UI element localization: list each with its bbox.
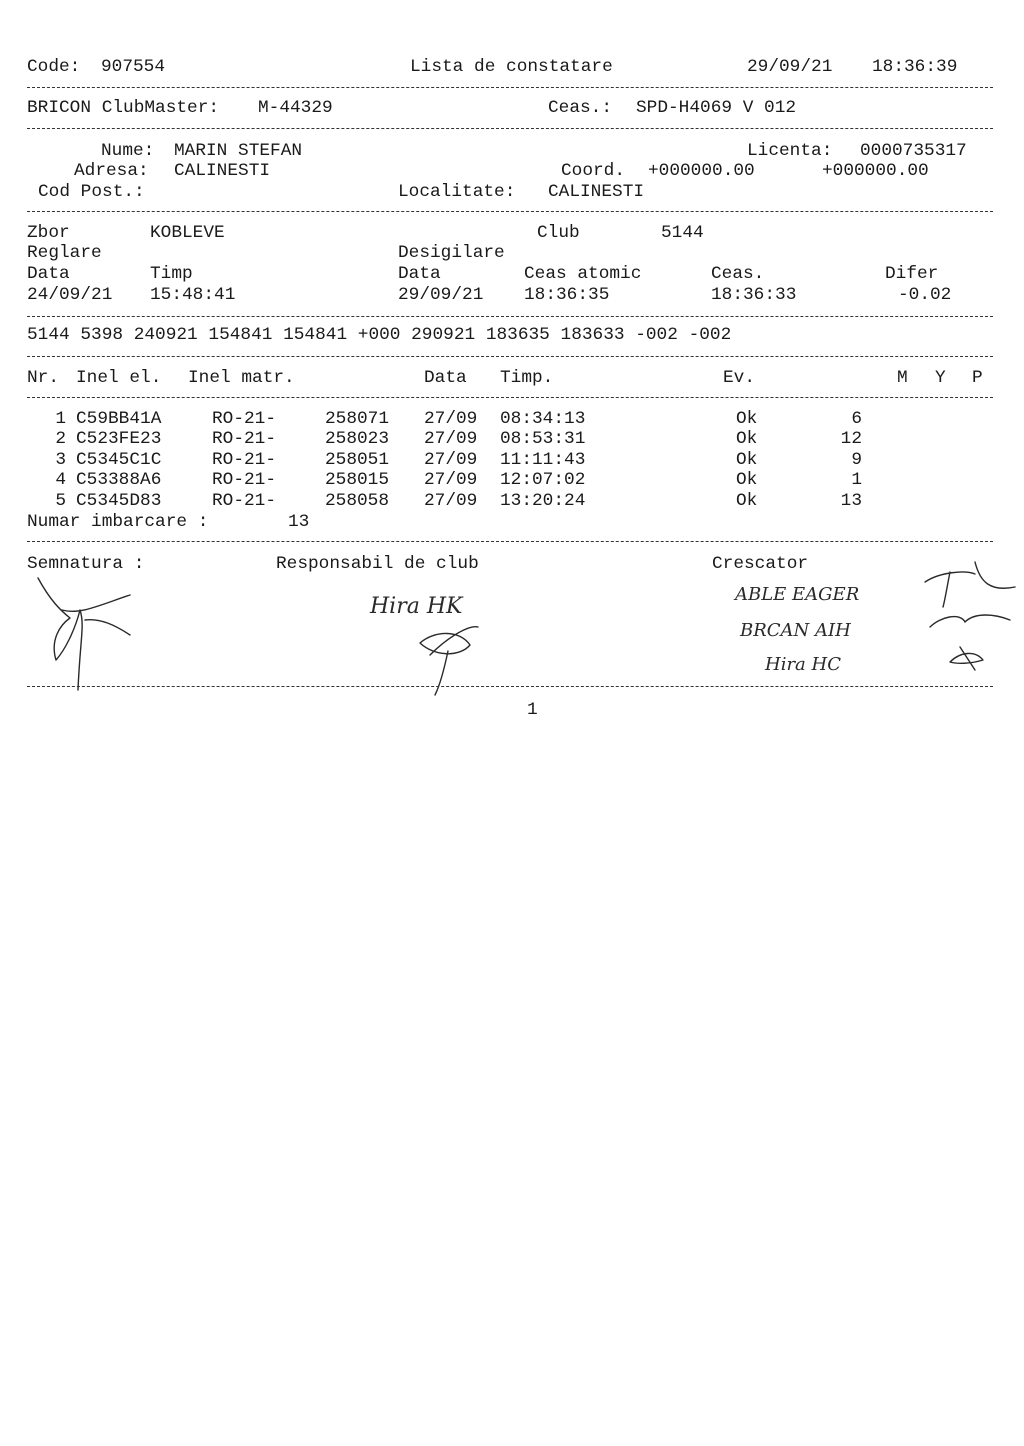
row-ev: Ok — [736, 470, 758, 490]
row-inel-el: C53388A6 — [76, 470, 162, 490]
address-value: CALINESTI — [174, 161, 271, 181]
clock-time-label: Ceas. — [711, 264, 765, 284]
desigilare-label: Desigilare — [398, 243, 505, 263]
separator-line — [27, 316, 993, 317]
clock-time: 18:36:33 — [711, 285, 797, 305]
club-responsible-label: Responsabil de club — [276, 554, 479, 574]
col-header-ev: Ev. — [723, 368, 756, 388]
col-header-p: P — [972, 368, 983, 388]
desig-date: 29/09/21 — [398, 285, 484, 305]
reglare-data-label: Data — [27, 264, 70, 284]
page-number: 1 — [527, 700, 538, 720]
coord-value-1: +000000.00 — [648, 161, 755, 181]
row-position: 13 — [840, 491, 862, 511]
svg-text:Hira HK: Hira HK — [370, 594, 463, 619]
separator-line — [27, 686, 993, 687]
clubmaster-value: M-44329 — [258, 98, 333, 118]
zbor-value: KOBLEVE — [150, 223, 225, 243]
col-header-inel-matr: Inel matr. — [188, 368, 295, 388]
col-header-m: M — [897, 368, 908, 388]
coord-label: Coord. — [561, 161, 626, 181]
row-nr: 2 — [55, 429, 66, 449]
clock-code-line: 5144 5398 240921 154841 154841 +000 290921 183635 183633 -002 -002 — [27, 325, 732, 345]
row-inel-matr: 258051 — [325, 450, 390, 470]
col-header-data: Data — [424, 368, 467, 388]
separator-line — [27, 397, 993, 398]
atomic-time: 18:36:35 — [524, 285, 610, 305]
club-handwritten-signature — [360, 585, 530, 695]
row-date: 27/09 — [424, 429, 478, 449]
license-value: 0000735317 — [860, 141, 967, 161]
row-ev: Ok — [736, 491, 758, 511]
row-time: 08:53:31 — [500, 429, 586, 449]
separator-line — [27, 87, 993, 88]
row-inel-el: C523FE23 — [76, 429, 162, 449]
name-label: Nume: — [101, 141, 155, 161]
code-label: Code: — [27, 57, 81, 77]
zbor-label: Zbor — [27, 223, 70, 243]
separator-line — [27, 211, 993, 212]
svg-text:Hira HC: Hira HC — [765, 654, 841, 675]
code-value: 907554 — [101, 57, 166, 77]
row-time: 11:11:43 — [500, 450, 586, 470]
row-nr: 3 — [55, 450, 66, 470]
row-position: 12 — [840, 429, 862, 449]
row-nr: 5 — [55, 491, 66, 511]
row-ring-prefix: RO-21- — [212, 450, 277, 470]
row-ring-prefix: RO-21- — [212, 491, 277, 511]
header-date: 29/09/21 — [747, 57, 833, 77]
row-ev: Ok — [736, 409, 758, 429]
col-header-y: Y — [935, 368, 946, 388]
locality-label: Localitate: — [398, 182, 516, 202]
clubmaster-label: BRICON ClubMaster: — [27, 98, 220, 118]
club-value: 5144 — [661, 223, 704, 243]
postcode-label: Cod Post.: — [38, 182, 145, 202]
coord-value-2: +000000.00 — [822, 161, 929, 181]
reglare-time-label: Timp — [150, 264, 193, 284]
clock-value: SPD-H4069 V 012 — [636, 98, 797, 118]
license-label: Licenta: — [747, 141, 833, 161]
owner-name: MARIN STEFAN — [174, 141, 303, 161]
row-ring-prefix: RO-21- — [212, 429, 277, 449]
difference-value: -0.02 — [898, 285, 952, 305]
boarding-label: Numar imbarcare : — [27, 512, 209, 532]
atomic-clock-label: Ceas atomic — [524, 264, 642, 284]
header-time: 18:36:39 — [872, 57, 958, 77]
row-time: 08:34:13 — [500, 409, 586, 429]
separator-line — [27, 356, 993, 357]
document-title: Lista de constatare — [410, 57, 613, 77]
row-nr: 4 — [55, 470, 66, 490]
signature-scribble — [30, 570, 150, 700]
row-position: 6 — [851, 409, 862, 429]
row-date: 27/09 — [424, 491, 478, 511]
row-date: 27/09 — [424, 409, 478, 429]
row-position: 9 — [851, 450, 862, 470]
row-inel-matr: 258015 — [325, 470, 390, 490]
breeder-label: Crescator — [712, 554, 809, 574]
row-ring-prefix: RO-21- — [212, 409, 277, 429]
row-inel-matr: 258071 — [325, 409, 390, 429]
row-inel-matr: 258058 — [325, 491, 390, 511]
row-inel-matr: 258023 — [325, 429, 390, 449]
row-ev: Ok — [736, 429, 758, 449]
boarding-value: 13 — [288, 512, 310, 532]
row-date: 27/09 — [424, 450, 478, 470]
row-position: 1 — [851, 470, 862, 490]
row-time: 13:20:24 — [500, 491, 586, 511]
row-date: 27/09 — [424, 470, 478, 490]
row-ev: Ok — [736, 450, 758, 470]
locality-value: CALINESTI — [548, 182, 645, 202]
signature-label: Semnatura : — [27, 554, 145, 574]
difference-label: Difer — [885, 264, 939, 284]
row-time: 12:07:02 — [500, 470, 586, 490]
row-inel-el: C5345D83 — [76, 491, 162, 511]
breeder-handwritten-signatures — [725, 552, 1020, 692]
address-label: Adresa: — [74, 161, 149, 181]
reglare-time: 15:48:41 — [150, 285, 236, 305]
svg-text:BRCAN AIH: BRCAN AIH — [740, 620, 851, 641]
row-ring-prefix: RO-21- — [212, 470, 277, 490]
club-label: Club — [537, 223, 580, 243]
desig-data-label: Data — [398, 264, 441, 284]
reglare-date: 24/09/21 — [27, 285, 113, 305]
clock-label: Ceas.: — [548, 98, 613, 118]
svg-text:ABLE EAGER: ABLE EAGER — [735, 584, 860, 605]
col-header-inel-el: Inel el. — [76, 368, 162, 388]
reglare-label: Reglare — [27, 243, 102, 263]
col-header-nr: Nr. — [27, 368, 60, 388]
separator-line — [27, 541, 993, 542]
separator-line — [27, 128, 993, 129]
row-inel-el: C59BB41A — [76, 409, 162, 429]
row-inel-el: C5345C1C — [76, 450, 162, 470]
col-header-timp: Timp. — [500, 368, 554, 388]
row-nr: 1 — [55, 409, 66, 429]
